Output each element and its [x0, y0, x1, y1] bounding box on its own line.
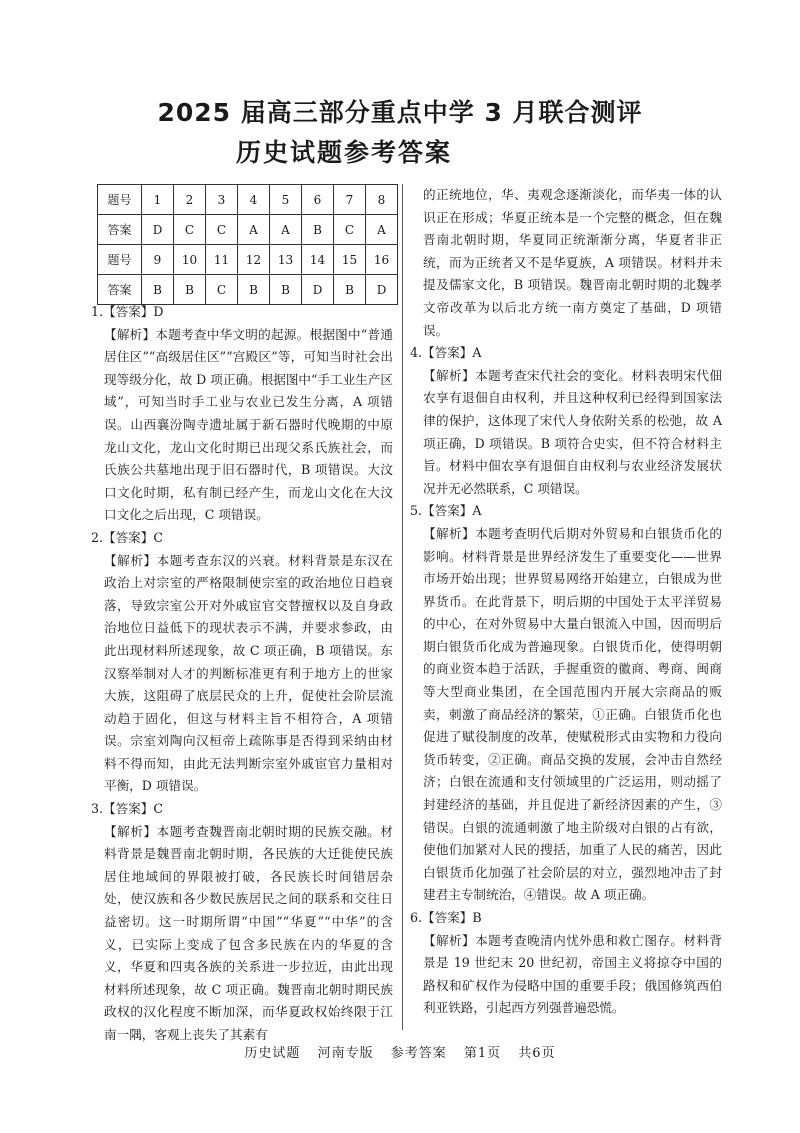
explanation-text: 的正统地位，华、夷观念逐渐淡化，而华夷一体的认识正在形成；华夏正统本是一个完整的概念，但在魏晋南北朝时期，华夏同正统渐渐分离，华夏者非正统，而为正统者又不是华夏族，A 项错误。材料并未提及儒家文化，B 项错误。魏晋南北朝时期的北魏孝文帝改革为以后北方统一南方奠定了基础，D 项错误。 [423, 187, 722, 338]
table-row [98, 245, 398, 275]
table-cell: B [334, 275, 366, 305]
table-cell: D [366, 275, 398, 305]
page-subtitle: 历史试题参考答案 [236, 138, 453, 167]
table-cell: 3 [206, 185, 238, 215]
answer-label: 3.【答案】C [91, 801, 164, 817]
table-cell: D [142, 215, 174, 245]
answer-label: 1.【答案】D [91, 304, 164, 319]
table-cell: B [174, 275, 206, 305]
table-cell: B [270, 275, 302, 305]
table-cell: B [238, 275, 270, 305]
table-cell: 5 [270, 185, 302, 215]
row-header: 题号 [98, 245, 142, 275]
table-cell: 4 [238, 185, 270, 215]
table-cell: C [334, 215, 366, 245]
page-footer [0, 1042, 800, 1061]
question-5 [410, 500, 722, 907]
page-title: 2025 届高三部分重点中学 3 月联合测评 [157, 98, 643, 127]
footer-page-total: 共6页 [518, 1046, 556, 1061]
answer-label: 5.【答案】A [410, 503, 482, 519]
table-cell: 13 [270, 245, 302, 275]
explanation-text: 【解析】本题考查宋代社会的变化。材料表明宋代佃农享有退佃自由权利，并且这种权利已经得到国家法律的保护，这体现了宋代人身依附关系的松弛，故 A 项正确，D 项错误。B 项符合史实，但不符合材料主旨。材料中佃农享有退佃自由权利与农业经济发展状况并无必然联系，C 项错误。 [423, 367, 722, 496]
table-cell: 9 [142, 245, 174, 275]
question-3-continued [410, 184, 722, 342]
table-cell: 6 [302, 185, 334, 215]
column-divider [402, 184, 403, 1030]
row-header: 答案 [98, 215, 142, 245]
right-column [410, 184, 722, 1020]
row-header: 题号 [98, 185, 142, 215]
table-cell: C [206, 215, 238, 245]
left-column [91, 301, 393, 1047]
explanation-text: 【解析】本题考查明代后期对外贸易和白银货币化的影响。材料背景是世界经济发生了重要变化——世界市场开始出现；世界贸易网络开始建立，白银成为世界货币。在此背景下，明后期的中国处于太平洋贸易的中心，在对外贸易中大量白银流入中国，因而明后期白银货币化成为普遍现象。白银货币化，使得明朝的商业资本趋于活跃，手握重资的徽商、粤商、闽商等大型商业集团，在全国范围内开展大宗商品的贩卖，刺激了商品经济的繁荣，①正确。白银货币化也促进了赋役制度的改革，使赋税形式由实物和力役向货币转变，②正确。商品交换的发展，会冲击自然经济；白银在流通和支付领域里的广泛运用，则动摇了封建经济的基础，并且促进了新经济因素的产生，③错误。白银的流通刺激了地主阶级对白银的占有欲，使他们加紧对人民的搜括，加重了人民的痛苦，因此白银货币化加强了社会阶层的对立，强烈地冲击了封建君主专制统治，④错误。故 A 项正确。 [423, 525, 722, 903]
table-cell: 12 [238, 245, 270, 275]
table-cell: D [302, 275, 334, 305]
table-cell: 2 [174, 185, 206, 215]
question-1 [91, 301, 393, 527]
question-2 [91, 527, 393, 798]
explanation-text: 【解析】本题考查魏晋南北朝时期的民族交融。材料背景是魏晋南北朝时期，各民族的大迁徙使民族居住地域间的界限被打破，各民族长时间错居杂处，使汉族和各少数民族居民之间的联系和交往日益密切。这一时期所谓“中国”“华夏”“中华”的含义，已实际上变成了包含多民族在内的华夏的含义，华夏和四夷各族的关系进一步拉近，由此出现材料所述现象，故 C 项正确。魏晋南北朝时期民族政权的汉化程度不断加深，而华夏政权始终限于江南一隅，客观上丧失了其素有 [104, 823, 393, 1042]
question-3 [91, 798, 393, 1047]
answer-key-table [97, 184, 398, 305]
footer-doc-type: 参考答案 [390, 1046, 447, 1061]
question-6 [410, 907, 722, 1020]
table-cell: B [302, 215, 334, 245]
table-cell: A [270, 215, 302, 245]
explanation-text: 【解析】本题考查晚清内忧外患和救亡图存。材料背景是 19 世纪末 20 世纪初，帝国主义将掠夺中国的路权和矿权作为侵略中国的重要手段；俄国修筑西伯利亚铁路，引起西方列强普遍恐慌。 [423, 932, 722, 1016]
table-row [98, 185, 398, 215]
question-4 [410, 342, 722, 500]
table-cell: 10 [174, 245, 206, 275]
answer-label: 6.【答案】B [410, 910, 482, 925]
table-cell: 14 [302, 245, 334, 275]
table-row [98, 275, 398, 305]
table-cell: 16 [366, 245, 398, 275]
table-cell: 1 [142, 185, 174, 215]
footer-edition: 河南专版 [317, 1046, 374, 1061]
table-cell: C [206, 275, 238, 305]
explanation-text: 【解析】本题考查中华文明的起源。根据图中“普通居住区”“高级居住区”“宫殿区”等，可知当时社会出现等级分化，故 D 项正确。根据图中“手工业生产区域”，可知当时手工业与农业已发生分离，A 项错误。山西襄汾陶寺遗址属于新石器时代晚期的中原龙山文化，龙山文化时期已出现父系氏族社会，而氏族公共墓地出现于旧石器时代，B 项错误。大汶口文化时期，私有制已经产生，而龙山文化在大汶口文化之后出现，C 项错误。 [104, 326, 394, 523]
table-cell: B [142, 275, 174, 305]
table-cell: 8 [366, 185, 398, 215]
table-cell: 11 [206, 245, 238, 275]
table-cell: 15 [334, 245, 366, 275]
explanation-text: 【解析】本题考查东汉的兴衰。材料背景是东汉在政治上对宗室的严格限制使宗室的政治地位日趋衰落，导致宗室公开对外戚宦官交替擅权以及自身政治地位日益低下的现状表示不满，并要求参政，由此出现材料所述现象，故 C 项正确，B 项错误。东汉察举制对人才的判断标准更有利于地方上的世家大族，这阻碍了底层民众的上升，促使社会阶层流动趋于固化，但这与材料主旨不相符合，A 项错误。宗室刘陶向汉桓帝上疏陈事是否得到采纳由材料不得而知，由此无法判断宗室外戚宦官力量相对平衡，D 项错误。 [104, 552, 393, 794]
table-cell: A [366, 215, 398, 245]
table-cell: A [238, 215, 270, 245]
table-cell: 7 [334, 185, 366, 215]
answer-label: 2.【答案】C [91, 529, 164, 545]
table-row [98, 215, 398, 245]
row-header: 答案 [98, 275, 142, 305]
table-cell: C [174, 215, 206, 245]
footer-page-number: 第1页 [463, 1046, 502, 1061]
footer-subject: 历史试题 [244, 1046, 301, 1061]
answer-label: 4.【答案】A [410, 345, 482, 361]
